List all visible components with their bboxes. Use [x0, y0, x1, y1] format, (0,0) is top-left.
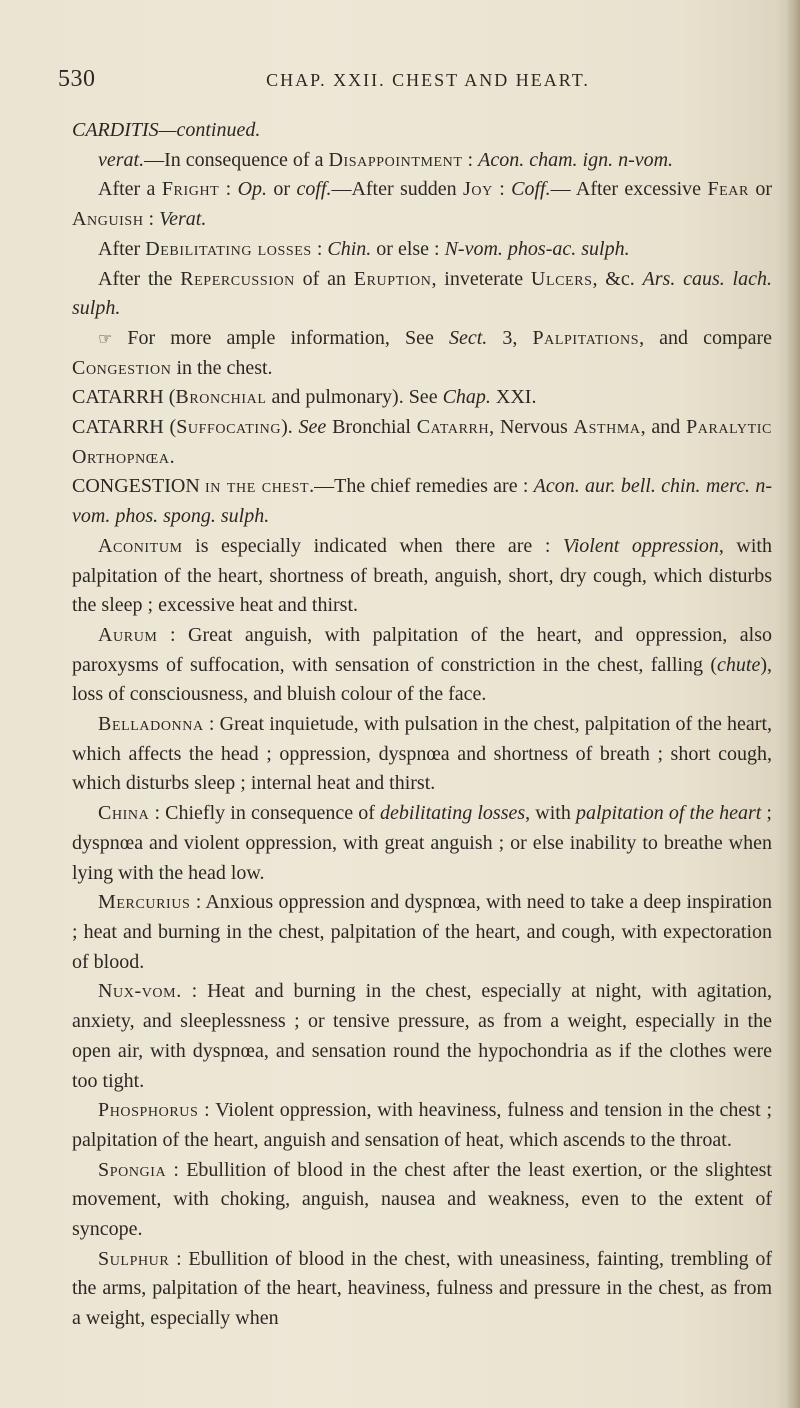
text-run: Eruption [353, 267, 432, 290]
text-run: Debilitating losses [145, 237, 312, 260]
body-text [72, 116, 772, 1334]
text-run: XXI. [490, 386, 537, 409]
text-run: : [462, 148, 479, 171]
text-run: Catarrh [416, 416, 490, 439]
page-number: 530 [58, 66, 96, 92]
paragraph-belladonna [72, 710, 772, 799]
text-run: Verat. [159, 208, 207, 231]
pointing-hand-icon: ☞ [98, 328, 113, 348]
text-run: Bronchial [175, 386, 267, 409]
text-run: Coff. [511, 178, 551, 201]
text-run: Acon. cham. ign. n-vom. [478, 148, 674, 171]
text-run: : Great inquietude, with pulsation in the chest, palpitation of the heart, which affects the head ; oppression, dyspnœa and shortness of breath ; short cough, which disturbs sleep ; internal heat and thirst. [72, 713, 772, 795]
text-run: Repercussion [180, 267, 295, 290]
text-run: ), loss of consciousness, and bluish colour of the face. [72, 653, 772, 706]
text-run: : [219, 178, 238, 201]
text-run: .—The chief remedies are : [309, 475, 534, 498]
text-run: Phosphorus [98, 1099, 199, 1122]
text-run: Ars. caus. lach. sulph. [72, 267, 772, 320]
paragraph-aurum [72, 621, 772, 710]
text-run: , and [640, 416, 687, 439]
text-run: — After excessive [550, 178, 708, 201]
text-run: CARDITIS [72, 119, 159, 141]
text-run: Ulcers [530, 267, 593, 290]
text-run: CATARRH ( [72, 386, 176, 409]
page-edge-shadow [786, 0, 800, 1408]
text-run: China [98, 802, 150, 825]
paragraph-debilitating-losses [72, 235, 772, 265]
text-run: After the [98, 267, 181, 290]
text-run: : Ebullition of blood in the chest after the least exertion, or the slightest movement, with choking, anguish, nausea and weakness, even to the extent of syncope. [72, 1158, 772, 1241]
text-run: 3, [487, 326, 533, 349]
paragraph-spongia [72, 1156, 772, 1245]
text-run: —continued. [158, 119, 261, 141]
paragraph-aconitum [72, 532, 772, 621]
text-run: CONGESTION [72, 475, 206, 498]
text-run: Suffocating [176, 416, 282, 439]
text-run: Spongia [98, 1158, 167, 1181]
text-run: ; dyspnœa and violent oppression, with great anguish ; or else inability to breathe when lying with the head low. [72, 802, 772, 884]
text-run: , &c. [592, 267, 643, 290]
text-run: verat. [98, 148, 145, 171]
paragraph-fright [72, 175, 772, 234]
text-run: : [143, 208, 160, 231]
text-run: or else : [371, 237, 445, 260]
text-run: , inveterate [431, 267, 531, 290]
text-run: : [311, 237, 328, 260]
text-run: Disappointment [328, 148, 463, 171]
section-continued-heading [72, 116, 772, 146]
text-run: Chin. [327, 237, 372, 260]
text-run: and pulmonary). See [266, 386, 443, 409]
paragraph-cross-reference [72, 324, 772, 383]
text-run: debilitating losses [380, 802, 526, 825]
text-run: chute [717, 653, 761, 676]
text-run: . [169, 445, 175, 468]
entry-congestion [72, 472, 772, 531]
text-run: , Nervous [489, 416, 574, 439]
text-run: Bronchial [326, 416, 417, 439]
text-run: is especially indicated when there are : [182, 534, 563, 557]
text-run: Aconitum [98, 534, 183, 557]
text-run: Aurum [98, 623, 158, 646]
entry-catarrh-bronchial [72, 383, 772, 413]
paragraph-phosphorus [72, 1096, 772, 1155]
paragraph-repercussion [72, 265, 772, 324]
page-header [58, 58, 778, 98]
text-run: For more ample information, See [112, 326, 449, 349]
text-run: —In consequence of a [144, 148, 329, 171]
text-run: —After sudden [331, 178, 464, 201]
text-run: Sect. [448, 326, 488, 349]
entry-catarrh-suffocating [72, 413, 772, 472]
text-run: Belladonna [98, 713, 204, 736]
paragraph-china [72, 799, 772, 888]
text-run: : Ebullition of blood in the chest, with uneasiness, fainting, trembling of the arms, palpitation of the heart, heaviness, fulness and pressure in the chest, as from a weight, especially when [72, 1247, 772, 1330]
text-run: Anguish [72, 208, 144, 231]
text-run: : Chiefly in consequence of [149, 802, 381, 825]
paragraph-sulphur [72, 1245, 772, 1334]
text-run: in the chest [205, 475, 310, 498]
text-run: After a [98, 178, 162, 201]
text-run: Congestion [72, 356, 172, 379]
text-run: or [748, 178, 772, 201]
text-run: Asthma [573, 416, 641, 439]
text-run: Acon. aur. bell. chin. merc. n-vom. phos. spong. sulph. [72, 475, 772, 528]
paragraph-mercurius [72, 888, 772, 977]
text-run: : Anxious oppression and dyspnœa, with need to take a deep inspiration ; heat and burning in the chest, palpitation of the heart, and cough, with expectoration of blood. [72, 891, 772, 973]
paragraph-disappointment [72, 146, 772, 176]
text-run: Violent oppression [562, 534, 719, 557]
text-run: : Violent oppression, with heaviness, fulness and tension in the chest ; palpitation of the heart, anguish and sensation of heat, which ascends to the throat. [72, 1099, 772, 1151]
text-run: : Great anguish, with palpitation of the heart, and oppression, also paroxysms of suffocation, with sensation of constriction in the chest, falling ( [72, 623, 772, 676]
text-run: of an [294, 267, 354, 290]
paragraph-nux-vom [72, 977, 772, 1096]
text-run: , with palpitation of the heart, shortness of breath, anguish, short, dry cough, which disturbs the sleep ; excessive heat and thirst. [72, 534, 772, 617]
text-run: Chap. [442, 386, 491, 409]
text-run: or [267, 178, 297, 201]
text-run: , and compare [639, 326, 772, 349]
text-run: : [492, 178, 512, 201]
text-run: See [298, 416, 327, 439]
text-run: palpitation of the heart [575, 802, 762, 825]
running-head: CHAP. XXII. CHEST AND HEART. [266, 70, 590, 90]
text-run: Fear [707, 178, 749, 201]
text-run: After [98, 237, 146, 260]
text-run: , with [525, 802, 576, 825]
text-run: CATARRH ( [72, 416, 177, 439]
text-run: N-vom. phos-ac. sulph. [444, 237, 630, 260]
text-run: coff. [296, 178, 332, 201]
text-run: in the chest. [171, 356, 273, 379]
text-run: Op. [237, 178, 268, 201]
text-run: Fright [161, 178, 220, 201]
text-run: Palpitations [532, 326, 640, 349]
text-run: Joy [463, 178, 493, 201]
text-run: ). [281, 416, 299, 439]
text-run: Mercurius [98, 891, 191, 914]
text-run: Sulphur [98, 1247, 170, 1270]
text-run: Paralytic Orthopnœa [72, 416, 772, 468]
text-run: : Heat and burning in the chest, especially at night, with agitation, anxiety, and sleeplessness ; or tensive pressure, as from a weight, especially in the open air, with dyspnœa, and sensation round the hypochondria as if the clothes were too tight. [72, 980, 772, 1092]
text-run: Nux-vom. [98, 980, 182, 1003]
